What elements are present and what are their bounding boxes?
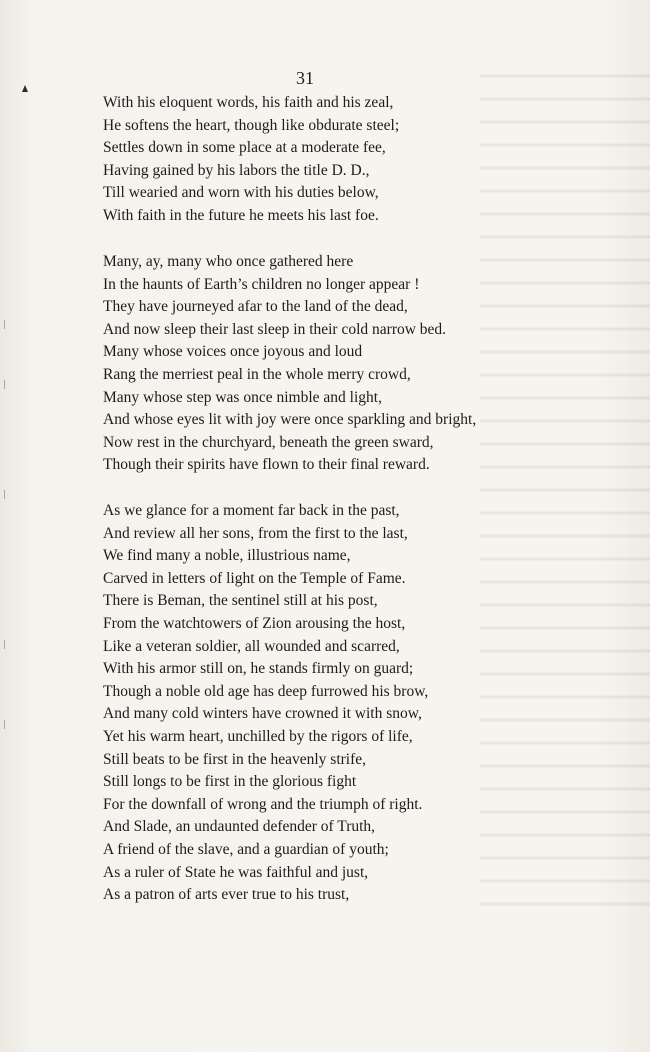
poem-line: Yet his warm heart, unchilled by the rigors of life, (103, 727, 413, 745)
poem-line: In the haunts of Earth’s children no longer appear ! (103, 275, 420, 293)
poem-line: Carved in letters of light on the Temple of Fame. (103, 569, 406, 587)
poem-line: Many, ay, many who once gathered here (103, 253, 354, 270)
poem-line: A friend of the slave, and a guardian of youth; (103, 840, 389, 858)
stanza (103, 251, 476, 477)
poem-line: Though their spirits have flown to their final reward. (103, 456, 430, 474)
poem-line: And many cold winters have crowned it with snow, (103, 705, 422, 723)
poem-line: Rang the merriest peal in the whole merry crowd, (103, 365, 411, 383)
poem-line: From the watchtowers of Zion arousing the host, (103, 614, 406, 632)
margin-tick (4, 380, 9, 389)
poem-line: Having gained by his labors the title D. D., (103, 161, 370, 179)
poem-line: For the downfall of wrong and the triumph of right. (103, 795, 423, 813)
poem-line: And whose eyes lit with joy were once sparkling and bright, (103, 411, 477, 429)
poem-line: As a patron of arts ever true to his trust, (103, 886, 350, 904)
page-number: 31 (296, 68, 314, 88)
poem-line: Many whose step was once nimble and light, (103, 388, 382, 406)
stanza (103, 92, 399, 228)
poem-line: We find many a noble, illustrious name, (103, 547, 351, 565)
show-through-text (480, 60, 650, 920)
margin-tick (4, 720, 9, 729)
poem-line: Still beats to be first in the heavenly strife, (103, 750, 367, 768)
poem-line: Still longs to be first in the glorious fight (103, 773, 357, 791)
poem-line: Like a veteran soldier, all wounded and scarred, (103, 637, 400, 655)
poem-line: Settles down in some place at a moderate fee, (103, 139, 386, 157)
poem-line: With his eloquent words, his faith and his zeal, (103, 94, 394, 111)
poem-line: As a ruler of State he was faithful and just, (103, 863, 369, 881)
poem-line: Till wearied and worn with his duties below, (103, 184, 379, 202)
stanza (103, 500, 428, 907)
poem-line: Many whose voices once joyous and loud (103, 343, 363, 361)
poem-line: Now rest in the churchyard, beneath the green sward, (103, 433, 434, 451)
poem-line: And Slade, an undaunted defender of Truth, (103, 818, 376, 836)
poem-line: There is Beman, the sentinel still at his post, (103, 592, 378, 610)
margin-tick (4, 320, 9, 329)
margin-tick (4, 640, 9, 649)
margin-tick (4, 490, 9, 499)
poem-line: And now sleep their last sleep in their cold narrow bed. (103, 320, 447, 338)
poem-line: As we glance for a moment far back in the past, (103, 502, 400, 519)
poem-line: They have journeyed afar to the land of the dead, (103, 298, 408, 316)
poem-line: With his armor still on, he stands firmly on guard; (103, 660, 414, 678)
poem-line: Though a noble old age has deep furrowed his brow, (103, 682, 429, 700)
poem-line: With faith in the future he meets his last foe. (103, 206, 379, 224)
poem-line: He softens the heart, though like obdurate steel; (103, 116, 400, 134)
poem-line: And review all her sons, from the first to the last, (103, 524, 408, 542)
